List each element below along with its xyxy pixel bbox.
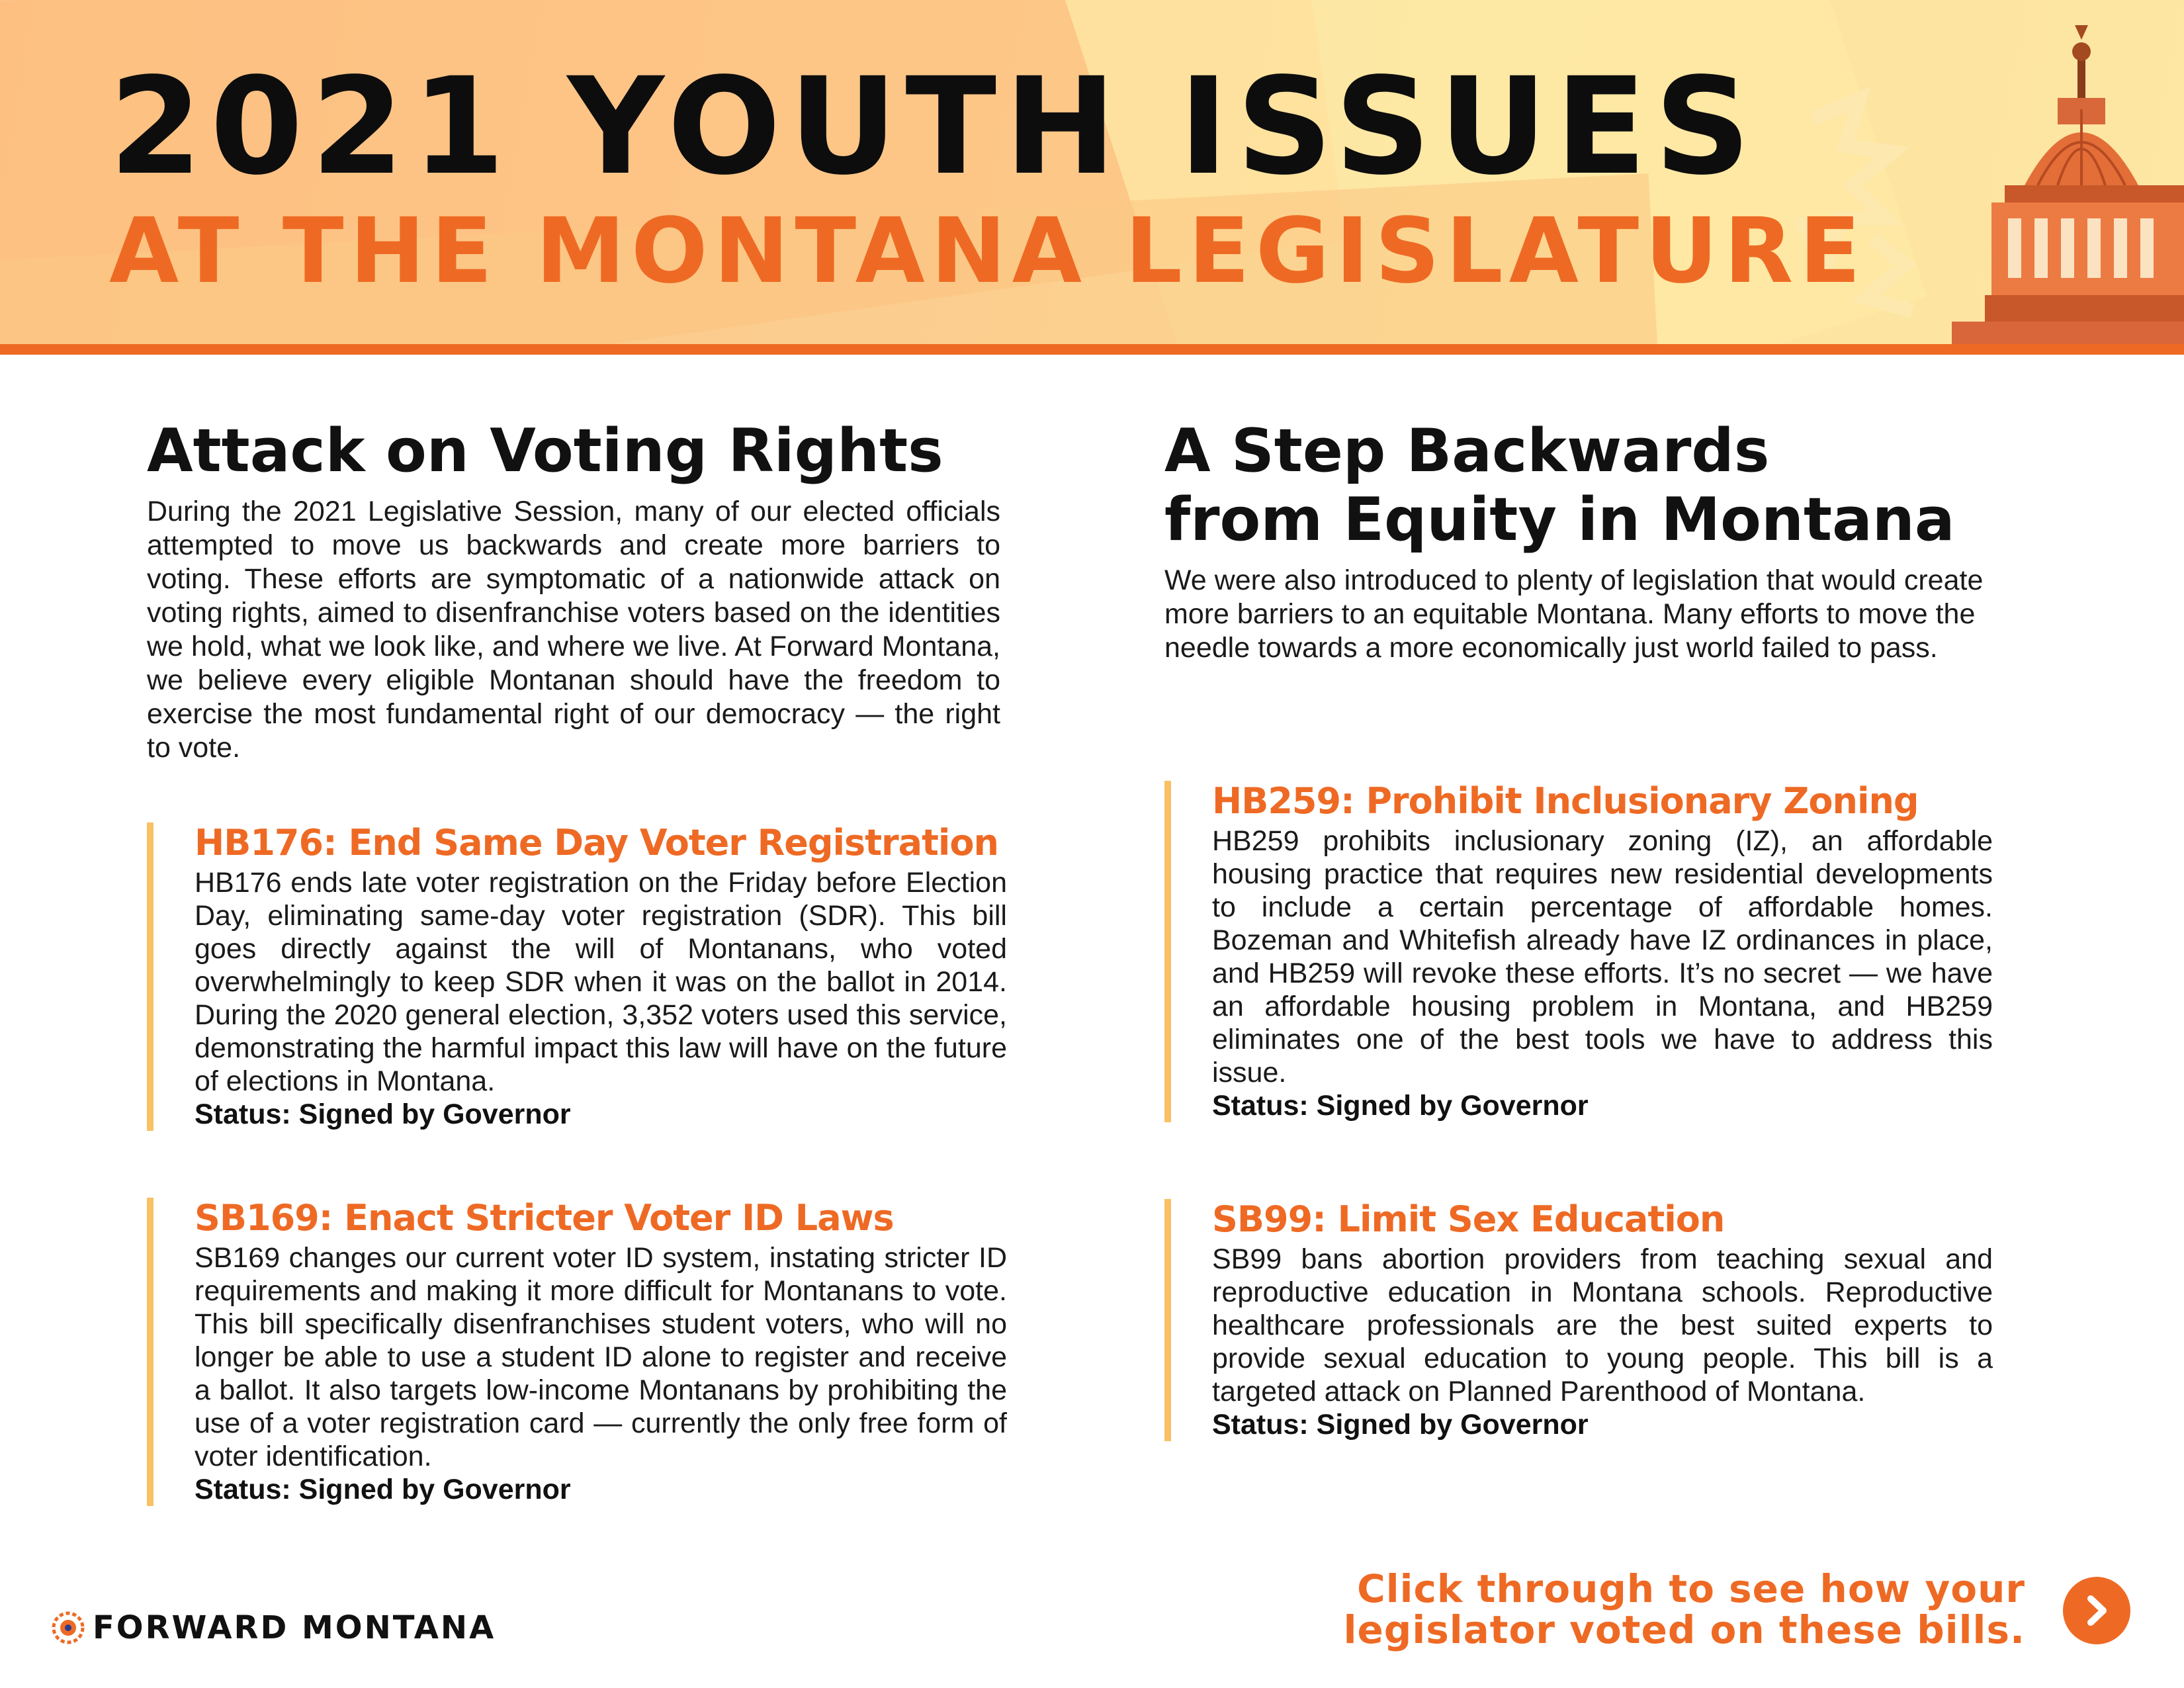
bill-status: Status: Signed by Governor — [195, 1474, 571, 1505]
bill-description: SB169 changes our current voter ID system, instating stricter ID requirements and making it more difficult for Montanans to vote. This bill specifically disenfranchises student voters, who will no longer be able to use a student ID alone to register and receive a ballot. It also targets low-income Montanans by prohibiting the use of a voter registration card — currently the only free form of voter identification. — [195, 1242, 1007, 1472]
section-title — [1164, 417, 1985, 555]
bill-description: HB259 prohibits inclusionary zoning (IZ), an affordable housing practice that requires new residential developments to include a certain percentage of affordable homes. Bozeman and Whitefish already have IZ ordinances in place, and HB259 will revoke these efforts. It’s no secret — we have an affordable housing problem in Montana, and HB259 eliminates one of the best tools we have to address this issue. — [1212, 825, 1993, 1088]
cta-line: Click through to see how your — [1357, 1566, 2025, 1611]
bill-card-hb259 — [1164, 781, 1993, 1122]
section-title: Attack on Voting Rights — [147, 416, 943, 486]
section-title-line: A Step Backwards — [1164, 416, 1770, 486]
section-intro: During the 2021 Legislative Session, many of our elected officials attempted to move us backwards and create more barriers to voting. These efforts are symptomatic of a nationwide attack on voting rights, aimed to disenfranchise voters based on the identities we hold, what we look like, and where we live. At Forward Montana, we believe every eligible Montanan should have the freedom to exercise the most fundamental right of our democracy — the right to vote. — [147, 496, 1000, 764]
bill-title: SB169: Enact Stricter Voter ID Laws — [195, 1197, 894, 1239]
section-title-line: from Equity in Montana — [1164, 485, 1955, 555]
bill-description: HB176 ends late voter registration on the Friday before Election Day, eliminating same-day voter registration (SDR). This bill goes directly against the will of Montanans, who voted overwhelmingly to keep SDR when it was on the ballot in 2014. During the 2020 general election, 3,352 voters used this service, demonstrating the harmful impact this law will have on the future of elections in Montana. — [195, 867, 1007, 1097]
brand-name: FORWARD MONTANA — [93, 1609, 496, 1646]
equity-section — [1164, 417, 1985, 665]
header-banner — [0, 0, 2184, 344]
forward-montana-logo-icon — [52, 1611, 85, 1644]
bill-status: Status: Signed by Governor — [1212, 1409, 1589, 1441]
bill-card-sb169 — [147, 1198, 1007, 1506]
click-through-link[interactable] — [1344, 1568, 2025, 1650]
bill-card-sb99 — [1164, 1199, 1993, 1441]
header-rule — [0, 344, 2184, 355]
section-intro: We were also introduced to plenty of legislation that would create more barriers to an equitable Montana. Many efforts to move the needle towards a more economically just world failed to pass. — [1164, 564, 1984, 664]
bill-title: HB259: Prohibit Inclusionary Zoning — [1212, 780, 1919, 822]
page-title: 2021 YOUTH ISSUES — [109, 48, 1759, 204]
bill-card-hb176 — [147, 822, 1007, 1131]
bill-status: Status: Signed by Governor — [195, 1098, 571, 1130]
chevron-right-icon — [2079, 1593, 2114, 1628]
brand-logo-lockup — [52, 1609, 496, 1646]
voting-rights-section — [147, 417, 1000, 765]
next-button[interactable] — [2063, 1577, 2130, 1644]
cta-line: legislator voted on these bills. — [1343, 1607, 2025, 1652]
bill-status: Status: Signed by Governor — [1212, 1090, 1589, 1122]
bill-title: HB176: End Same Day Voter Registration — [195, 822, 998, 864]
page-subtitle: AT THE MONTANA LEGISLATURE — [109, 199, 1867, 304]
bill-title: SB99: Limit Sex Education — [1212, 1198, 1725, 1240]
bill-description: SB99 bans abortion providers from teaching sexual and reproductive education in Montana schools. Reproductive healthcare professionals are the best suited experts to provide sexual education to young people. This bill is a targeted attack on Planned Parenthood of Montana. — [1212, 1243, 1993, 1407]
